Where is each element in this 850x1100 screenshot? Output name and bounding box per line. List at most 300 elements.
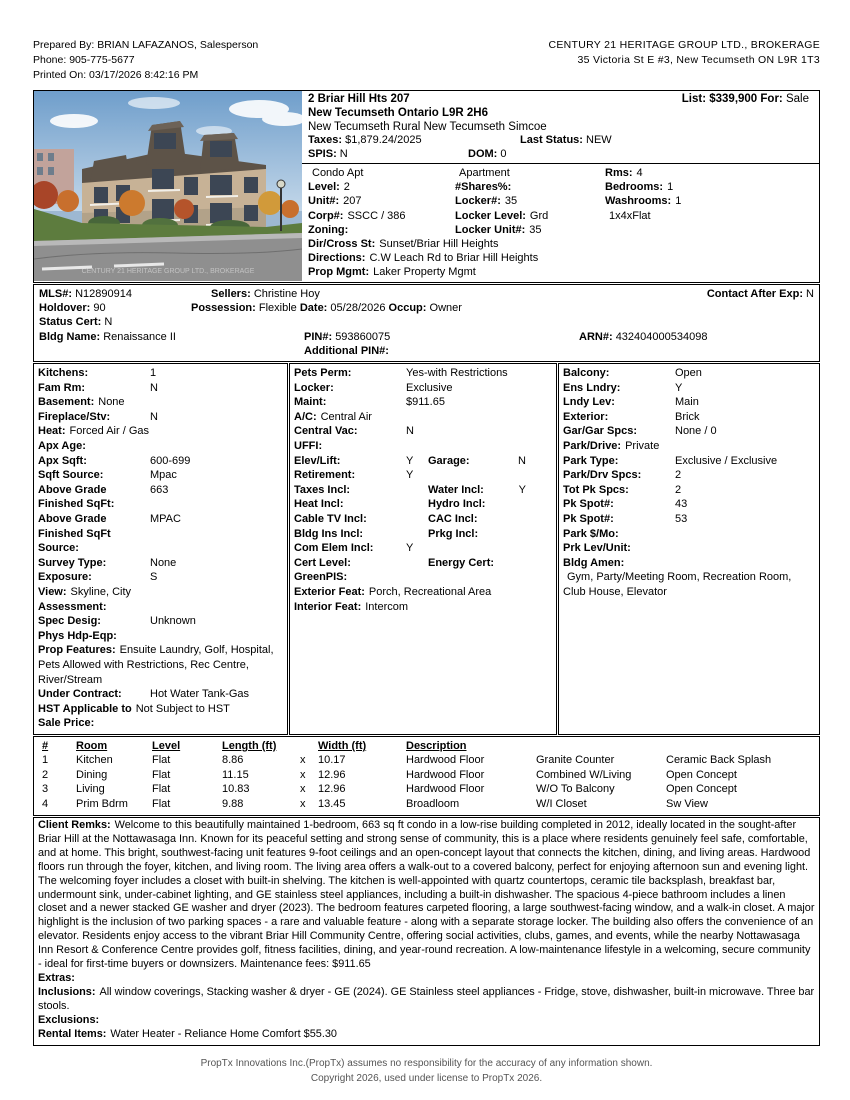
table-cell: 1: [42, 754, 49, 767]
field-label: Retirement:: [294, 469, 356, 482]
field-label: Park Type:: [563, 454, 619, 467]
table-cell: [536, 739, 666, 753]
field-label: Bldg Ins Incl:: [294, 527, 364, 540]
field-row: [38, 410, 283, 425]
contact-after-exp-value: N: [806, 287, 814, 300]
field-label: CAC Incl:: [428, 513, 478, 526]
field-value: 600-699: [150, 454, 191, 467]
field-value: N: [518, 454, 526, 467]
holdover-label: Holdover:: [39, 301, 91, 314]
field-label: Unit#:: [308, 195, 340, 208]
field-label: Above Grade: [38, 513, 107, 526]
field-row: [563, 541, 815, 556]
printed-on: Printed On: 03/17/2026 8:42:16 PM: [33, 69, 199, 81]
for-value: Sale: [785, 93, 809, 105]
field-value: S: [150, 571, 158, 584]
field-value: Mpac: [150, 469, 177, 482]
field-row: [294, 366, 552, 381]
field-label: Heat:: [38, 425, 66, 438]
field-label: Maint:: [294, 396, 327, 409]
table-cell: Granite Counter: [536, 754, 615, 767]
condo-col-3: [605, 166, 813, 237]
table-header-row: [42, 739, 815, 753]
field-value: 35: [529, 223, 542, 236]
table-cell: Length (ft): [222, 739, 277, 752]
field-value: Intercom: [365, 600, 409, 613]
field-value: Condo Apt: [312, 166, 364, 179]
table-cell: 12.96: [318, 783, 346, 796]
taxes-value: $1,879.24/2025: [345, 134, 422, 147]
client-remarks-label: Client Remks:: [38, 818, 111, 831]
field-value: Gym, Party/Meeting Room, Recreation Room, Club House, Elevator: [563, 571, 792, 598]
field-label: Park $/Mo:: [563, 527, 619, 540]
field-label: Exposure:: [38, 571, 92, 584]
field-value: 2: [343, 181, 350, 194]
table-cell: Open Concept: [666, 768, 737, 781]
table-cell: Kitchen: [76, 754, 113, 767]
footer-copyright: Copyright 2026, used under license to PropTx 2026.: [310, 1073, 543, 1085]
table-cell: 9.88: [222, 797, 244, 810]
sellers-label: Sellers:: [211, 287, 251, 300]
spis-group: [308, 148, 468, 162]
taxes-label: Taxes:: [308, 134, 343, 147]
field-row: [38, 614, 283, 629]
field-row: [563, 410, 815, 425]
client-remarks: [38, 819, 815, 972]
field-value: Y: [675, 381, 683, 394]
property-photo-image: [34, 91, 302, 281]
bldg-name-label: Bldg Name:: [39, 330, 101, 343]
field-label: A/C:: [294, 410, 317, 423]
table-cell: x: [300, 783, 306, 796]
field-row: [563, 468, 815, 483]
field-label: Pets Perm:: [294, 367, 352, 380]
field-label: GreenPIS:: [294, 571, 348, 584]
field-label: Gar/Gar Spcs:: [563, 425, 637, 438]
field-row: [455, 166, 605, 180]
field-value: 43: [675, 498, 688, 511]
field-label: Central Vac:: [294, 425, 358, 438]
bldg-name-value: Renaissance II: [103, 330, 176, 343]
field-row: [294, 585, 552, 600]
detail-column-right: [558, 363, 820, 735]
field-label: Park/Drive:: [563, 440, 622, 453]
field-value: Y: [406, 542, 414, 555]
field-label: Prkg Incl:: [428, 527, 479, 540]
field-label: Assessment:: [38, 600, 107, 613]
field-row: [38, 600, 283, 615]
field-row: [455, 180, 605, 194]
field-value: Y: [518, 483, 526, 496]
field-label: Bedrooms:: [605, 181, 664, 194]
spis-value: N: [339, 148, 348, 161]
additional-pin-group: [304, 344, 579, 358]
extras: [38, 972, 815, 986]
taxes-group: [308, 134, 520, 148]
field-value: Skyline, City: [70, 586, 132, 598]
field-value: Grd: [529, 209, 549, 222]
field-row: [38, 483, 283, 498]
table-cell: Room: [76, 739, 108, 752]
directions-row: [308, 251, 813, 265]
condo-details: [302, 164, 819, 282]
dir-cross-row: [308, 237, 813, 251]
room-table-header: [42, 739, 815, 753]
field-row: [38, 512, 283, 527]
field-value: Ensuite Laundry, Golf, Hospital, Pets Allowed with Restrictions, Rec Centre, River/Stream: [38, 644, 274, 686]
field-row: [308, 180, 455, 194]
table-cell: Flat: [152, 768, 171, 781]
rental-items-label: Rental Items:: [38, 1027, 107, 1040]
field-label: Water Incl:: [428, 483, 484, 496]
field-label: Under Contract:: [38, 688, 122, 701]
field-row: [605, 209, 813, 223]
field-value: 1: [667, 181, 674, 194]
field-value: N: [406, 425, 414, 438]
field-value: 2: [675, 483, 682, 496]
page-footer: [33, 1056, 820, 1086]
holdover-value: 90: [93, 301, 106, 314]
sellers-value: Christine Hoy: [253, 287, 320, 300]
field-row: [38, 570, 283, 585]
table-cell: Dining: [76, 768, 108, 781]
field-row: [563, 497, 815, 512]
extras-label: Extras:: [38, 971, 75, 984]
table-cell: Flat: [152, 754, 171, 767]
field-label: Kitchens:: [38, 367, 89, 380]
field-label: Bldg Amen:: [563, 556, 625, 569]
holdover-group: [39, 301, 191, 315]
detail-columns: [33, 363, 820, 735]
field-label: Garage:: [428, 454, 470, 467]
spis-label: SPIS:: [308, 148, 337, 161]
field-label: Fam Rm:: [38, 381, 86, 394]
field-label: Above Grade: [38, 483, 107, 496]
field-label: View:: [38, 586, 67, 598]
field-label: Ens Lndry:: [563, 381, 621, 394]
status-cert-value: N: [104, 316, 113, 329]
field-value: 1: [150, 367, 157, 380]
page-header: [33, 38, 820, 83]
condo-col-2: [455, 166, 605, 237]
field-label: Apx Age:: [38, 440, 86, 453]
table-cell: Ceramic Back Splash: [666, 754, 772, 767]
dom-group: [468, 148, 507, 162]
field-row: [605, 166, 813, 180]
inclusions-text: All window coverings, Stacking washer & dryer - GE (2024). GE Stainless steel appliances - Fridge, stove, dishwasher, built-in microwave. Three bar stools.: [38, 985, 815, 1012]
field-label: Locker:: [294, 381, 334, 394]
remarks-section: [33, 817, 820, 1047]
occupancy-label: Occup:: [388, 301, 427, 314]
agent-phone: Phone: 905-775-5677: [33, 54, 135, 66]
field-label: Exterior:: [563, 410, 609, 423]
list-label: List:: [681, 93, 707, 105]
dir-cross-value: Sunset/Briar Hill Heights: [379, 238, 499, 250]
arn-group: [579, 330, 814, 344]
field-label: Pk Spot#:: [563, 513, 614, 526]
table-cell: Hardwood Floor: [406, 783, 485, 796]
mls-number-group: [39, 287, 211, 301]
arn-value: 432404000534098: [615, 330, 708, 343]
table-cell: [666, 739, 815, 753]
field-label: Zoning:: [308, 223, 349, 236]
mls-label: MLS#:: [39, 287, 72, 300]
field-value: 663: [150, 483, 169, 496]
last-status-group: [520, 134, 612, 148]
field-value: Forced Air / Gas: [69, 425, 149, 438]
footer-disclaimer: PropTx Innovations Inc.(PropTx) assumes no responsibility for the accuracy of any information shown.: [200, 1058, 653, 1070]
field-label: Energy Cert:: [428, 556, 495, 569]
table-cell: 10.17: [318, 754, 346, 767]
field-row: [294, 395, 552, 410]
field-row: [38, 395, 283, 410]
mls-section: [33, 284, 820, 362]
field-row: [563, 454, 815, 469]
field-row: [294, 527, 552, 542]
additional-pin-label: Additional PIN#:: [304, 344, 389, 357]
contact-after-exp-label: Contact After Exp:: [706, 287, 803, 300]
detail-column-left: [33, 363, 288, 735]
field-label: Prk Lev/Unit:: [563, 542, 631, 555]
rental-items-text: Water Heater - Reliance Home Comfort $55.30: [110, 1027, 337, 1040]
mls-value: N12890914: [75, 287, 132, 300]
prepared-by-block: [33, 38, 258, 83]
table-cell: Flat: [152, 797, 171, 810]
field-row: [38, 381, 283, 396]
field-value: 207: [343, 195, 362, 208]
field-row: [563, 439, 815, 454]
listing-city: New Tecumseth Ontario L9R 2H6: [308, 106, 488, 119]
table-cell: x: [300, 797, 306, 810]
table-cell: Sw View: [666, 797, 708, 810]
table-cell: Living: [76, 783, 105, 796]
brokerage-name: CENTURY 21 HERITAGE GROUP LTD., BROKERAGE: [548, 39, 820, 51]
room-table-body: [42, 753, 815, 811]
pin-value: 593860075: [335, 330, 391, 343]
table-cell: W/O To Balcony: [536, 783, 615, 796]
field-value: Hot Water Tank-Gas: [150, 688, 250, 701]
field-label: Prop Features:: [38, 644, 116, 657]
field-label: Phys Hdp-Eqp:: [38, 629, 117, 642]
field-row: [308, 194, 455, 208]
directions-label: Directions:: [308, 252, 366, 265]
field-value: Porch, Recreational Area: [368, 586, 492, 598]
table-cell: Hardwood Floor: [406, 754, 485, 767]
field-row: [563, 395, 815, 410]
field-label: Locker Level:: [455, 209, 526, 222]
prop-mgmt-label: Prop Mgmt:: [308, 266, 370, 279]
field-value: 2: [675, 469, 682, 482]
table-cell: 13.45: [318, 797, 346, 810]
field-value: SSCC / 386: [347, 209, 406, 222]
table-cell: Broadloom: [406, 797, 460, 810]
field-row: [294, 468, 552, 483]
field-value: Private: [625, 440, 660, 453]
field-value: Exclusive / Exclusive: [675, 454, 778, 467]
field-value: None / 0: [675, 425, 717, 438]
field-row: [563, 424, 815, 439]
table-row: [42, 797, 815, 811]
pin-label: PIN#:: [304, 330, 333, 343]
field-row: [294, 497, 552, 512]
last-status-label: Last Status:: [520, 134, 583, 147]
field-value: None: [98, 396, 125, 409]
field-label: Rms:: [605, 166, 633, 179]
table-cell: [300, 739, 318, 753]
client-remarks-text: Welcome to this beautifully maintained 1-bedroom, 663 sq ft condo in a low-rise building completed in 2012, ideally located in the sought-after Briar Hill at the Nottawasaga Inn. Known for its peaceful setting and strong sense of community, this is a place where residents genuinely feel safe, comfortable, and at home. This bright, southwest-facing unit features 9-foot ceilings and an open-concept layout that connects the kitchen, dining, and living areas. Hardwood floors run through the foyer, kitchen, and living room. The living area offers a walk-out to a covered balcony, perfect for enjoying afternoon sun and evening light. The welcoming foyer includes a closet with built-in shelving. The kitchen is well-appointed with quartz countertops, ceramic tile backsplash, breakfast bar, undermount sink, under-cabinet lighting, and GE stainless steel appliances, including a built-in dishwasher. The spacious 4-piece bathroom includes a linen closet and a newer stacked GE washer and dryer (2023). The bedroom features carpeted flooring, a large southwest-facing window, and a walk-in closet. A major highlight is the inclusion of two parking spaces - a rare and valuable feature - along with a separate storage locker. The building also offers the convenience of an elevator. Residents enjoy access to the vibrant Briar Hill Community Centre, offering social activities, clubs, games, and events, while the nearby Nottawasaga Inn Resort & Conference Centre provides golf, fitness facilities, dining, and year-round recreation. A low-maintenance lifestyle in a welcoming, secure community - ideal for first-time buyers or downsizers. Maintenance fees: $911.65: [38, 818, 815, 971]
field-label: Exterior Feat:: [294, 586, 365, 598]
field-value: Apartment: [459, 166, 510, 179]
listing-address: 2 Briar Hill Hts 207: [308, 93, 410, 105]
field-value: Unknown: [150, 615, 196, 628]
field-label: Cert Level:: [294, 556, 351, 569]
brokerage-address: 35 Victoria St E #3, New Tecumseth ON L9R 1T3: [577, 54, 820, 66]
field-label: Locker#:: [455, 195, 501, 208]
field-label: Fireplace/Stv:: [38, 410, 111, 423]
field-value: N: [150, 381, 158, 394]
table-cell: Open Concept: [666, 783, 737, 796]
field-row: [563, 512, 815, 527]
field-value: 1x4xFlat: [609, 209, 651, 222]
field-row: [563, 381, 815, 396]
arn-label: ARN#:: [579, 330, 613, 343]
field-label: Tot Pk Spcs:: [563, 483, 629, 496]
field-row: [455, 209, 605, 223]
possession-date-value: 05/28/2026: [330, 301, 386, 314]
field-label: Corp#:: [308, 209, 344, 222]
table-cell: Description: [406, 739, 467, 752]
field-label: Sale Price:: [38, 717, 95, 730]
field-value: Y: [406, 469, 414, 482]
property-photo: [34, 91, 302, 281]
field-label: Basement:: [38, 396, 95, 409]
field-row: [563, 556, 815, 571]
field-label: Park/Drv Spcs:: [563, 469, 642, 482]
field-label: Heat Incl:: [294, 498, 344, 511]
field-label: Pk Spot#:: [563, 498, 614, 511]
occupancy-value: Owner: [429, 301, 462, 314]
field-label: Survey Type:: [38, 556, 107, 569]
field-value: None: [150, 556, 177, 569]
field-label: Washrooms:: [605, 195, 672, 208]
table-cell: W/I Closet: [536, 797, 587, 810]
field-row: [563, 366, 815, 381]
directions-value: C.W Leach Rd to Briar Hill Heights: [369, 252, 539, 265]
field-label: Elev/Lift:: [294, 454, 341, 467]
field-row: [294, 381, 552, 396]
field-row: [38, 439, 283, 454]
inclusions: [38, 986, 815, 1014]
inclusions-label: Inclusions:: [38, 985, 96, 998]
possession-label: Possession:: [191, 301, 256, 314]
field-row: [38, 585, 283, 600]
field-row: [38, 556, 283, 571]
field-row: [38, 424, 283, 439]
table-cell: Flat: [152, 783, 171, 796]
prop-mgmt-value: Laker Property Mgmt: [373, 266, 476, 279]
field-row: [455, 194, 605, 208]
photo-watermark: CENTURY 21 HERITAGE GROUP LTD., BROKERAGE: [81, 268, 255, 275]
field-label: Spec Desig:: [38, 615, 101, 628]
pin-group: [304, 330, 579, 344]
dir-cross-label: Dir/Cross St:: [308, 238, 376, 250]
field-row: [38, 716, 283, 731]
field-label: Balcony:: [563, 367, 610, 380]
field-label: Com Elem Incl:: [294, 542, 374, 555]
table-cell: 8.86: [222, 754, 244, 767]
dom-label: DOM:: [468, 148, 498, 161]
list-price: $339,900: [709, 93, 758, 105]
field-value: Y: [406, 454, 414, 467]
listing-area: New Tecumseth Rural New Tecumseth Simcoe: [308, 120, 547, 133]
rental-items: [38, 1028, 815, 1042]
field-row: [294, 570, 552, 585]
listing-top-row: [33, 90, 820, 283]
field-row: [294, 454, 552, 469]
field-label: Finished SqFt:: [38, 498, 115, 511]
prop-mgmt-row: [308, 265, 813, 279]
field-label: Apx Sqft:: [38, 454, 87, 467]
field-row: [563, 527, 815, 542]
field-row: [294, 556, 552, 571]
field-label: HST Applicable to: [38, 702, 132, 715]
list-price-group: [682, 93, 813, 107]
exclusions-label: Exclusions:: [38, 1013, 100, 1026]
possession-value: Flexible: [258, 301, 297, 314]
table-cell: Level: [152, 739, 181, 752]
field-value: Not Subject to HST: [135, 702, 230, 715]
contact-after-exp-group: [707, 287, 814, 301]
field-row: [294, 424, 552, 439]
table-cell: Width (ft): [318, 739, 367, 752]
field-row: [308, 209, 455, 223]
bldg-name-group: [39, 330, 304, 344]
field-value: Brick: [675, 410, 700, 423]
field-value: 4: [636, 166, 643, 179]
field-row: [308, 166, 455, 180]
listing-header-panel: [302, 91, 819, 282]
exclusions: [38, 1014, 815, 1028]
table-row: [42, 782, 815, 796]
table-cell: 10.83: [222, 783, 250, 796]
field-value: Yes-with Restrictions: [406, 367, 508, 380]
table-cell: 4: [42, 797, 49, 810]
table-row: [42, 753, 815, 767]
field-row: [38, 497, 283, 512]
last-status-value: NEW: [586, 134, 612, 147]
field-row: [294, 541, 552, 556]
field-row: [38, 629, 283, 644]
field-row: [455, 223, 605, 237]
field-row: [38, 541, 283, 556]
field-label: Hydro Incl:: [428, 498, 486, 511]
field-row: [294, 512, 552, 527]
field-value: 53: [675, 513, 688, 526]
table-row: [42, 768, 815, 782]
field-row: [294, 600, 552, 615]
field-value: $911.65: [406, 396, 445, 409]
field-value: Central Air: [320, 410, 372, 423]
field-row: [38, 454, 283, 469]
table-cell: Combined W/Living: [536, 768, 632, 781]
field-row: [38, 527, 283, 542]
field-label: Level:: [308, 181, 340, 194]
field-row: [38, 687, 283, 702]
field-label: Lndy Lev:: [563, 396, 615, 409]
field-label: Interior Feat:: [294, 600, 362, 613]
table-cell: 2: [42, 768, 49, 781]
status-cert-group: [39, 315, 112, 329]
